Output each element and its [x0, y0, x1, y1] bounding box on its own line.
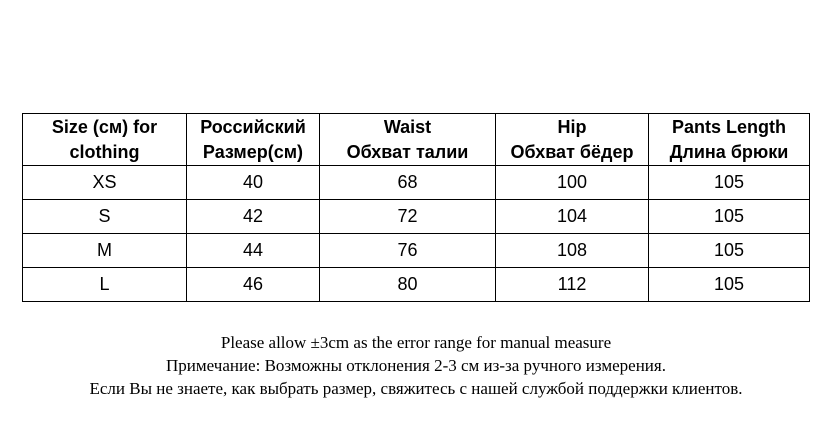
cell-hip: 112 — [496, 268, 649, 302]
cell-russian-size: 46 — [187, 268, 320, 302]
cell-size: XS — [23, 166, 187, 200]
cell-russian-size: 44 — [187, 234, 320, 268]
cell-pants-length: 105 — [649, 200, 810, 234]
note-contact-support: Если Вы не знаете, как выбрать размер, свяжитесь с нашей службой поддержки клиентов. — [89, 379, 743, 398]
cell-russian-size: 40 — [187, 166, 320, 200]
header-waist: Waist Обхват талии — [320, 114, 496, 166]
note-error-range-en: Please allow ±3cm as the error range for manual measure — [220, 333, 612, 352]
header-hip: Hip Обхват бёдер — [496, 114, 649, 166]
table-row — [23, 200, 810, 234]
cell-russian-size: 42 — [187, 200, 320, 234]
cell-waist: 80 — [320, 268, 496, 302]
cell-pants-length: 105 — [649, 268, 810, 302]
cell-hip: 104 — [496, 200, 649, 234]
header-russian-size: Российский Размер(см) — [187, 114, 320, 166]
measurement-notes — [0, 331, 832, 400]
cell-waist: 68 — [320, 166, 496, 200]
cell-waist: 72 — [320, 200, 496, 234]
note-error-range-ru: Примечание: Возможны отклонения 2-3 см из-за ручного измерения. — [166, 356, 666, 375]
cell-pants-length: 105 — [649, 234, 810, 268]
cell-pants-length: 105 — [649, 166, 810, 200]
cell-hip: 108 — [496, 234, 649, 268]
size-chart-table — [22, 113, 810, 302]
cell-size: M — [23, 234, 187, 268]
cell-waist: 76 — [320, 234, 496, 268]
cell-size: L — [23, 268, 187, 302]
header-pants-length: Pants Length Длина брюки — [649, 114, 810, 166]
header-size: Size (см) for clothing — [23, 114, 187, 166]
cell-size: S — [23, 200, 187, 234]
table-row — [23, 166, 810, 200]
table-row — [23, 268, 810, 302]
table-header-row — [23, 114, 810, 166]
cell-hip: 100 — [496, 166, 649, 200]
table-row — [23, 234, 810, 268]
